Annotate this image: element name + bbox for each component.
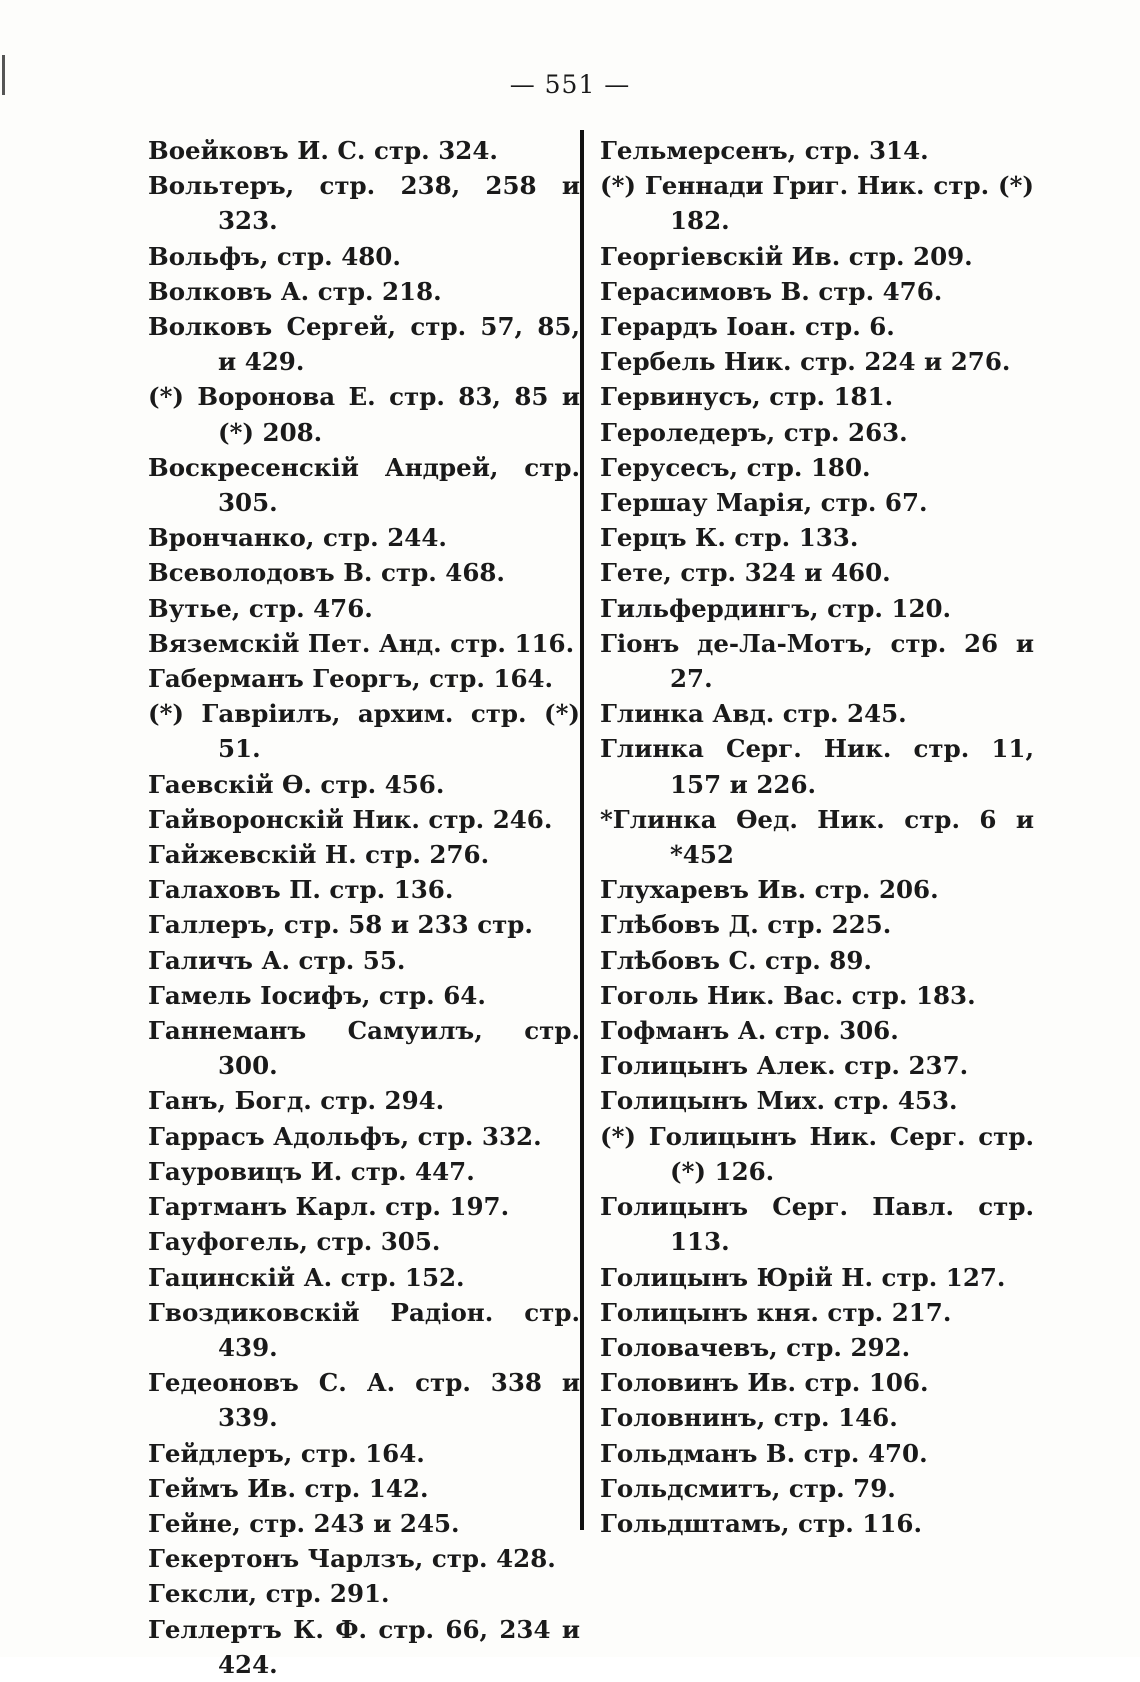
index-entry: Гейне, стр. 243 и 245. — [148, 1508, 460, 1538]
page-number: — 551 — — [509, 70, 631, 99]
index-entry: Голицынъ Серг. Павл. стр. 113. — [600, 1192, 1034, 1257]
index-entry: Гаррасъ Адольфъ, стр. 332. — [148, 1121, 542, 1151]
index-entry: Вутье, стр. 476. — [148, 593, 373, 623]
index-entry: Гете, стр. 324 и 460. — [600, 558, 891, 588]
index-entry: Галичъ А. стр. 55. — [148, 945, 406, 975]
index-entry: Гольдштамъ, стр. 116. — [600, 1508, 922, 1538]
index-entry: Гайжевскій Н. стр. 276. — [148, 840, 490, 870]
index-entry: Габерманъ Георгъ, стр. 164. — [148, 664, 554, 694]
index-entry: Гартманъ Карл. стр. 197. — [148, 1192, 510, 1222]
index-entry: (*) Гавріилъ, архим. стр. (*) 51. — [148, 699, 580, 764]
index-entry: Герцъ К. стр. 133. — [600, 523, 859, 553]
index-entry: Гоголь Ник. Вас. стр. 183. — [600, 980, 976, 1010]
index-entry: Голицынъ Мих. стр. 453. — [600, 1086, 958, 1116]
index-entry: Воейковъ И. С. стр. 324. — [148, 136, 498, 165]
index-entry: Глинка Авд. стр. 245. — [600, 699, 907, 729]
index-entry: Герусесъ, стр. 180. — [600, 452, 871, 482]
index-entry: Головнинъ, стр. 146. — [600, 1403, 898, 1433]
index-entry: Вольтеръ, стр. 238, 258 и 323. — [148, 171, 580, 236]
index-entry: Ганъ, Богд. стр. 294. — [148, 1086, 445, 1116]
index-entry: Гедеоновъ С. А. стр. 338 и 339. — [148, 1368, 580, 1433]
index-entry: Головинъ Ив. стр. 106. — [600, 1368, 929, 1398]
index-column-right — [600, 133, 1034, 1541]
index-entry: Гольдманъ В. стр. 470. — [600, 1438, 928, 1468]
index-entry: Георгіевскій Ив. стр. 209. — [600, 241, 973, 271]
index-entry: Геллертъ К. Ф. стр. 66, 234 и 424. — [148, 1614, 580, 1679]
index-entry: Гервинусъ, стр. 181. — [600, 382, 894, 412]
index-entry: Голицынъ Юрій Н. стр. 127. — [600, 1262, 1006, 1292]
index-entry: Гербель Ник. стр. 224 и 276. — [600, 347, 1011, 377]
index-entry: Глѣбовъ Д. стр. 225. — [600, 910, 892, 940]
index-column-left — [148, 133, 580, 1682]
index-entry: Гольдсмитъ, стр. 79. — [600, 1473, 896, 1503]
index-entry: Гауфогель, стр. 305. — [148, 1227, 441, 1257]
index-entry: Голицынъ Алек. стр. 237. — [600, 1051, 969, 1081]
index-entry: Герасимовъ В. стр. 476. — [600, 276, 943, 306]
index-entry: Головачевъ, стр. 292. — [600, 1332, 911, 1362]
index-entry: Гильфердингъ, стр. 120. — [600, 593, 952, 623]
index-entry: Глѣбовъ С. стр. 89. — [600, 945, 872, 975]
index-entry: Волковъ Сергей, стр. 57, 85, и 429. — [148, 312, 580, 377]
index-entry: *Глинка Ѳед. Ник. стр. 6 и *452 — [600, 804, 1034, 870]
index-entry: Героледеръ, стр. 263. — [600, 417, 908, 447]
index-entry: Гельмерсенъ, стр. 314. — [600, 136, 929, 165]
index-entry: Врончанко, стр. 244. — [148, 523, 447, 553]
index-entry: Глинка Серг. Ник. стр. 11, 157 и 226. — [600, 734, 1034, 799]
index-entry: Гершау Марія, стр. 67. — [600, 488, 928, 518]
column-divider — [580, 130, 584, 1530]
index-entry: Ганнеманъ Самуилъ, стр. 300. — [148, 1016, 580, 1081]
index-entry: Вольфъ, стр. 480. — [148, 241, 401, 271]
index-entry: Гацинскій А. стр. 152. — [148, 1262, 465, 1292]
index-entry: Геймъ Ив. стр. 142. — [148, 1473, 429, 1503]
index-entry: Глухаревъ Ив. стр. 206. — [600, 875, 939, 905]
index-entry: Гіонъ де-Ла-Мотъ, стр. 26 и 27. — [600, 628, 1034, 694]
index-entry: (*) Геннади Григ. Ник. стр. (*) 182. — [600, 171, 1034, 236]
index-entry: Гекертонъ Чарлзъ, стр. 428. — [148, 1544, 556, 1574]
index-entry: Гофманъ А. стр. 306. — [600, 1016, 899, 1046]
index-entry: Гаевскій Ѳ. стр. 456. — [148, 769, 445, 799]
index-entry: Всеволодовъ В. стр. 468. — [148, 558, 505, 588]
index-entry: Гамель Іосифъ, стр. 64. — [148, 980, 486, 1010]
index-entry: Гексли, стр. 291. — [148, 1579, 390, 1609]
index-entry: Голицынъ кня. стр. 217. — [600, 1297, 952, 1327]
index-entry: Волковъ А. стр. 218. — [148, 276, 442, 306]
index-entry: (*) Воронова Е. стр. 83, 85 и (*) 208. — [148, 382, 580, 447]
index-entry: Гауровицъ И. стр. 447. — [148, 1156, 475, 1186]
index-entry: Гвоздиковскій Радіон. стр. 439. — [148, 1297, 580, 1362]
index-entry: Гайворонскій Ник. стр. 246. — [148, 804, 553, 834]
index-entry: (*) Голицынъ Ник. Серг. стр. (*) 126. — [600, 1121, 1034, 1186]
index-entry: Герардъ Іоан. стр. 6. — [600, 312, 895, 342]
index-entry: Галаховъ П. стр. 136. — [148, 875, 454, 905]
index-entry: Воскресенскій Андрей, стр. 305. — [148, 452, 580, 518]
index-entry: Галлеръ, стр. 58 и 233 стр. — [148, 910, 533, 940]
index-entry: Вяземскій Пет. Анд. стр. 116. — [148, 628, 575, 658]
index-entry: Гейдлеръ, стр. 164. — [148, 1438, 425, 1468]
